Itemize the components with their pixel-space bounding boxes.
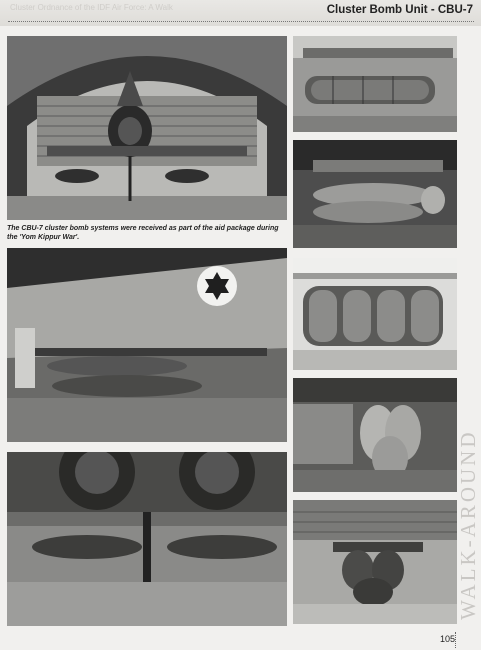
header-divider <box>8 21 474 22</box>
photo-caption: The CBU-7 cluster bomb systems were received as part of the aid package during the 'Yom Kippur War'. <box>7 225 279 241</box>
bleed-through-text: Cluster Ordnance of the IDF Air Force: A Walk <box>10 3 173 12</box>
page-number-divider <box>455 632 456 648</box>
photo-pods-on-ground <box>293 258 457 370</box>
photo-pods-on-trolley <box>293 500 457 624</box>
section-label-vertical: WALK-AROUND <box>456 429 480 620</box>
photo-belly-pods <box>7 452 287 626</box>
photo-bomb-pod-side <box>293 36 457 132</box>
photo-pods-stacked <box>293 378 457 492</box>
page-title: Cluster Bomb Unit - CBU-7 <box>326 4 473 16</box>
photo-bomb-pods-underwing <box>293 140 457 248</box>
page-number: 105 <box>440 634 456 644</box>
photo-hangar-fighter-front <box>7 36 287 220</box>
photo-fuselage-roundel <box>7 248 287 442</box>
